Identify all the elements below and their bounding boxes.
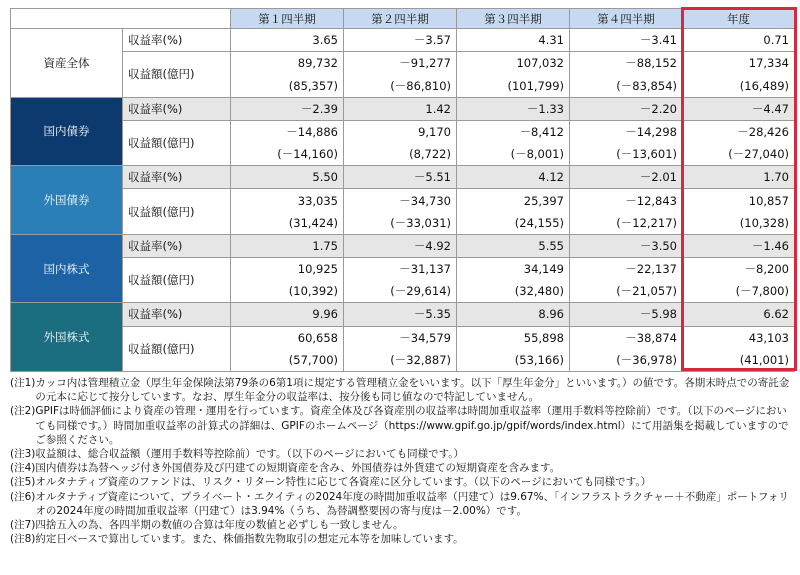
amount-cell: 34,149 [457,258,570,281]
footnote-text: オルタナティブ資産のファンドは、リスク・リターン特性に応じて各資産に区分しています。（以下のページにおいても同様です。） [35,476,652,489]
rate-cell: －5.98 [570,303,683,326]
table-row [11,303,795,326]
table-row [11,258,795,281]
rate-label: 収益率(%) [123,303,231,326]
amount-cell: －31,137 [344,258,457,281]
reserve-amount-cell: (10,328) [683,212,795,235]
group-label-domestic-bonds: 国内債券 [11,97,123,166]
footnote-label: (注7) [10,519,36,532]
reserve-amount-cell: (－12,217) [570,212,683,235]
footnote-7 [10,518,794,532]
amount-label: 収益額(億円) [123,189,231,234]
reserve-amount-cell: (－32,887) [344,349,457,372]
table-body [11,29,795,372]
amount-label: 収益額(億円) [123,52,231,97]
rate-cell: －4.92 [344,234,457,257]
rate-cell: －3.50 [570,234,683,257]
rate-cell: －4.47 [683,97,795,120]
footnotes [10,376,794,546]
rate-cell: －5.51 [344,166,457,189]
reserve-amount-cell: (32,480) [457,280,570,303]
group-label-foreign-equities: 外国株式 [11,303,123,372]
footnote-label: (注4) [10,462,36,475]
amount-label: 収益額(億円) [123,120,231,165]
rate-cell: 5.50 [231,166,344,189]
amount-cell: －34,579 [344,326,457,349]
footnote-text: 四捨五入の為、各四半期の数値の合算は年度の数値と必ずしも一致しません。 [35,519,404,532]
footnote-text: 収益額は、総合収益額（運用手数料等控除前）です。（以下のページにおいても同様です。） [35,448,464,461]
reserve-amount-cell: (－14,160) [231,143,344,166]
reserve-amount-cell: (10,392) [231,280,344,303]
footnote-label: (注2) [10,405,36,418]
amount-cell: 10,857 [683,189,795,212]
rate-cell: 1.75 [231,234,344,257]
header-row [11,9,795,29]
header-q2: 第２四半期 [344,9,457,29]
table-row [11,326,795,349]
reserve-amount-cell: (－86,810) [344,74,457,97]
footnote-label: (注3) [10,448,36,461]
rate-cell: 4.31 [457,29,570,52]
rate-cell: －2.01 [570,166,683,189]
amount-cell: 17,334 [683,52,795,75]
reserve-amount-cell: (－33,031) [344,212,457,235]
rate-cell: －1.46 [683,234,795,257]
amount-cell: 60,658 [231,326,344,349]
footnote-label: (注8) [10,533,36,546]
rate-label: 収益率(%) [123,29,231,52]
table-row [11,97,795,120]
reserve-amount-cell: (85,357) [231,74,344,97]
reserve-amount-cell: (－29,614) [344,280,457,303]
table-row [11,29,795,52]
footnote-6 [10,490,794,518]
rate-cell: 1.70 [683,166,795,189]
amount-cell: －12,843 [570,189,683,212]
amount-cell: －88,152 [570,52,683,75]
footnote-text: オルタナティブ資産について、プライベート・エクイティの2024年度の時間加重収益率（円建て）は9.67%、「インフラストラクチャー＋不動産」ポートフォリオの2024年度の時間加重収益率（円建て）は3.94%（うち、為替調整要因の寄与度は－2.00%）です。 [35,490,789,517]
amount-cell: －91,277 [344,52,457,75]
footnote-label: (注6) [10,490,36,503]
footnote-3 [10,447,794,461]
rate-label: 収益率(%) [123,234,231,257]
footnote-label: (注1) [10,377,36,389]
amount-cell: 10,925 [231,258,344,281]
footnote-text: カッコ内は管理積立金（厚生年金保険法第79条の6第1項に規定する管理積立金をいいます。以下「厚生年金分」といいます。）の値です。各期末時点での寄託金の元本に応じて按分しています。なお、厚生年金分の収益率は、按分後も同じ値なので特記していません。 [35,377,790,404]
reserve-amount-cell: (41,001) [683,349,795,372]
rate-cell: －3.57 [344,29,457,52]
footnote-label: (注5) [10,476,36,489]
footnote-text: 国内債券は為替ヘッジ付き外国債券及び円建ての短期資産を含み、外国債券は外貨建ての短期資産を含みます。 [35,462,561,475]
header-corner [11,9,231,29]
amount-cell: 107,032 [457,52,570,75]
reserve-amount-cell: (－7,800) [683,280,795,303]
table-row [11,189,795,212]
footnote-1 [10,376,794,404]
table-row [11,52,795,75]
rate-cell: －3.41 [570,29,683,52]
rate-cell: －5.35 [344,303,457,326]
amount-label: 収益額(億円) [123,326,231,371]
footnote-2 [10,404,794,447]
amount-cell: 89,732 [231,52,344,75]
amount-cell: －22,137 [570,258,683,281]
rate-cell: 5.55 [457,234,570,257]
amount-cell: 55,898 [457,326,570,349]
rate-cell: －1.33 [457,97,570,120]
reserve-amount-cell: (31,424) [231,212,344,235]
rate-cell: 3.65 [231,29,344,52]
reserve-amount-cell: (8,722) [344,143,457,166]
amount-cell: －14,298 [570,120,683,143]
amount-cell: 9,170 [344,120,457,143]
rate-cell: 4.12 [457,166,570,189]
amount-label: 収益額(億円) [123,258,231,303]
amount-cell: －14,886 [231,120,344,143]
header-fiscal-year: 年度 [683,9,795,29]
rate-cell: －2.20 [570,97,683,120]
footnote-5 [10,475,794,489]
amount-cell: －28,426 [683,120,795,143]
header-q1: 第１四半期 [231,9,344,29]
amount-cell: －38,874 [570,326,683,349]
footnote-4 [10,461,794,475]
reserve-amount-cell: (－8,001) [457,143,570,166]
rate-cell: －2.39 [231,97,344,120]
footnote-text: GPIFは時価評価により資産の管理・運用を行っています。資産全体及び各資産別の収益率は時間加重収益率（運用手数料等控除前）です。（以下のページにおいても同様です。）時間加重収益率の計算式の詳細は、GPIFのホームページ（https://www.gpif.go.jp/gpif/words/index.html）にて用語集を掲載していますのでご参照ください。 [35,405,789,446]
rate-cell: 8.96 [457,303,570,326]
amount-cell: －34,730 [344,189,457,212]
rate-label: 収益率(%) [123,166,231,189]
header-q3: 第３四半期 [457,9,570,29]
group-label-foreign-bonds: 外国債券 [11,166,123,235]
group-label-domestic-equities: 国内株式 [11,234,123,303]
reserve-amount-cell: (－83,854) [570,74,683,97]
amount-cell: －8,200 [683,258,795,281]
reserve-amount-cell: (－13,601) [570,143,683,166]
rate-label: 収益率(%) [123,97,231,120]
reserve-amount-cell: (53,166) [457,349,570,372]
reserve-amount-cell: (101,799) [457,74,570,97]
reserve-amount-cell: (－27,040) [683,143,795,166]
reserve-amount-cell: (－21,057) [570,280,683,303]
footnote-8 [10,532,794,546]
amount-cell: －8,412 [457,120,570,143]
rate-cell: 6.62 [683,303,795,326]
amount-cell: 43,103 [683,326,795,349]
footnote-text: 約定日ベースで算出しています。また、株価指数先物取引の想定元本等を加味しています。 [35,533,464,546]
group-label-total-assets: 資産全体 [11,29,123,98]
amount-cell: 25,397 [457,189,570,212]
reserve-amount-cell: (24,155) [457,212,570,235]
amount-cell: 33,035 [231,189,344,212]
reserve-amount-cell: (16,489) [683,74,795,97]
table-row [11,166,795,189]
returns-table [10,8,795,372]
table-row [11,234,795,257]
rate-cell: 9.96 [231,303,344,326]
table-row [11,120,795,143]
header-q4: 第４四半期 [570,9,683,29]
rate-cell: 1.42 [344,97,457,120]
rate-cell: 0.71 [683,29,795,52]
reserve-amount-cell: (－36,978) [570,349,683,372]
reserve-amount-cell: (57,700) [231,349,344,372]
